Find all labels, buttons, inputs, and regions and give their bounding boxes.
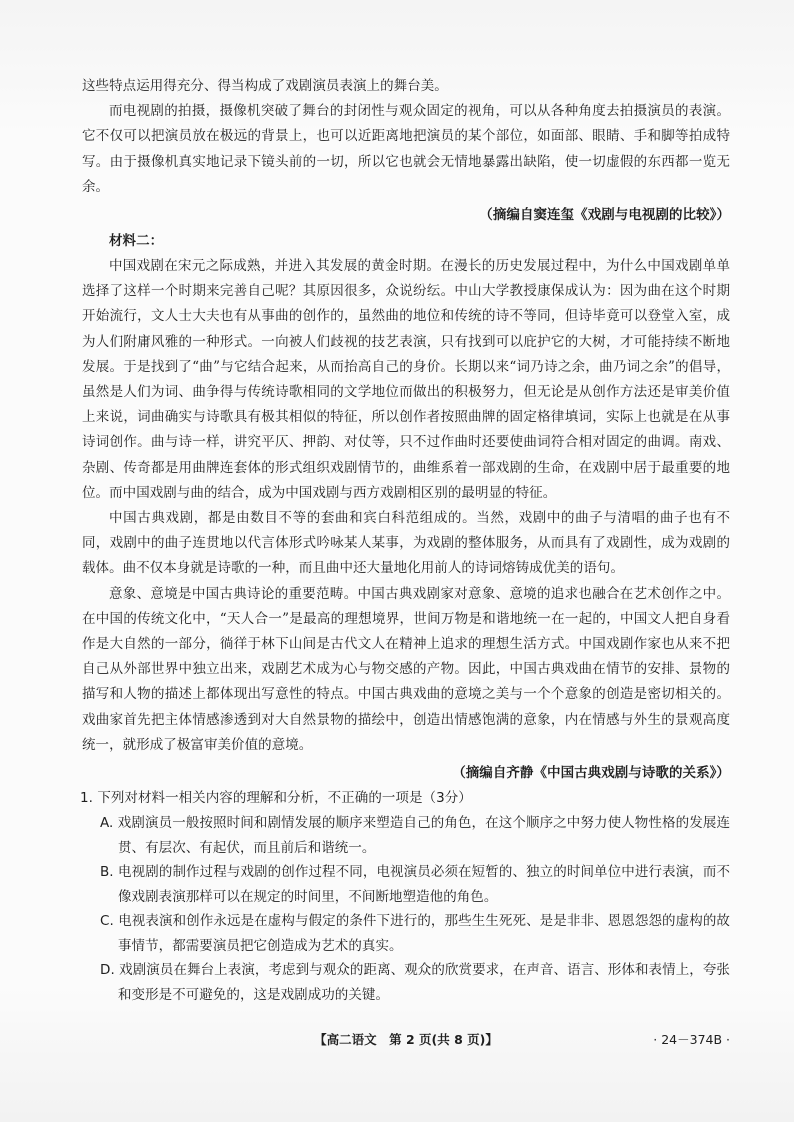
question-1 xyxy=(82,786,730,1007)
option-c: C. 电视表演和创作永远是在虚构与假定的条件下进行的，那些生生死死、是是非非、恩恩怨怨的虚构的故事情节，都需要演员把它创造成为艺术的真实。 xyxy=(100,913,730,954)
material-2-title: 材料二： xyxy=(109,233,164,250)
source-citation-2: （摘编自齐静《中国古典戏剧与诗歌的关系》） xyxy=(452,765,730,782)
footer-exam-code: · 24－374B · xyxy=(653,1032,730,1047)
paragraph-m2-1: 中国戏剧在宋元之际成熟，并进入其发展的黄金时期。在漫长的历史发展过程中，为什么中国戏剧单单选择了这样一个时期来完善自己呢？其原因很多，众说纷纭。中山大学教授康保成认为：因为曲在这个时期开始流行，文人士大夫也有从事曲的创作的，虽然曲的地位和传统的诗不等同，但诗毕竟可以登堂入室，成为人们附庸风雅的一种形式。一向被人们歧视的技艺表演，只有找到可以庇护它的大树，才可能持续不断地发展。于是找到了“曲”与它结合起来，从而抬高自己的身价。长期以来“词乃诗之余，曲乃词之余”的倡导，虽然是人们为词、曲争得与传统诗歌相同的文学地位而做出的积极努力，但无论是从创作方法还是审美价值上来说，词曲确实与诗歌具有极其相似的特征，所以创作者按照曲牌的固定格律填词，实际上也就是在从事诗词创作。曲与诗一样，讲究平仄、押韵、对仗等，只不过作曲时还要使曲词符合相对固定的曲调。南戏、杂剧、传奇都是用曲牌连套体的形式组织戏剧情节的，曲维系着一部戏剧的生命，在戏剧中居于最重要的地位。而中国戏剧与曲的结合，成为中国戏剧与西方戏剧相区别的最明显的特征。 xyxy=(82,258,730,501)
paragraph-tv-filming: 而电视剧的拍摄，摄像机突破了舞台的封闭性与观众固定的视角，可以从各种角度去拍摄演员的表演。它不仅可以把演员放在极远的背景上，也可以近距离地把演员的某个部位，如面部、眼睛、手和脚等拍成特写。由于摄像机真实地记录下镜头前的一切，所以它也就会无情地暴露出缺陷，使一切虚假的东西都一览无余。 xyxy=(82,103,730,195)
option-d: D. 戏剧演员在舞台上表演，考虑到与观众的距离、观众的欣赏要求，在声音、语言、形体和表情上，夸张和变形是不可避免的，这是戏剧成功的关键。 xyxy=(100,962,730,1003)
footer-page-info: 【高二语文 第 2 页(共 8 页)】 xyxy=(314,1032,498,1047)
page-footer xyxy=(82,1030,730,1052)
paragraph-m2-2: 中国古典戏剧，都是由数目不等的套曲和宾白科范组成的。当然，戏剧中的曲子与清唱的曲子也有不同，戏剧中的曲子连贯地以代言体形式吟咏某人某事，为戏剧的整体服务，从而具有了戏剧性，成为戏剧的载体。曲不仅本身就是诗歌的一种，而且曲中还大量地化用前人的诗词熔铸成优美的语句。 xyxy=(82,510,730,577)
option-a: A. 戏剧演员一般按照时间和剧情发展的顺序来塑造自己的角色，在这个顺序之中努力使人物性格的发展连贯、有层次、有起伏，而且前后和谐统一。 xyxy=(100,815,730,856)
question-stem: 1. 下列对材料一相关内容的理解和分析，不正确的一项是（3分） xyxy=(80,790,472,807)
paragraph-m2-3: 意象、意境是中国古典诗论的重要范畴。中国古典戏剧家对意象、意境的追求也融合在艺术创作之中。在中国的传统文化中，“天人合一”是最高的理想境界，世间万物是和谐地统一在一起的，中国文人把自身看作是大自然的一部分，徜徉于林下山间是古代文人在精神上追求的理想生活方式。中国戏剧作家也从来不把自己从外部世界中独立出来，戏剧艺术成为心与物交感的产物。因此，中国古典戏曲在情节的安排、景物的描写和人物的描述上都体现出写意性的特点。中国古典戏曲的意境之美与一个个意象的创造是密切相关的。戏曲家首先把主体情感渗透到对大自然景物的描绘中，创造出情感饱满的意象，内在情感与外生的景观高度统一，就形成了极富审美价值的意境。 xyxy=(82,585,730,753)
source-citation-1: （摘编自窦连玺《戏剧与电视剧的比较》） xyxy=(479,207,730,224)
paragraph-continuation: 这些特点运用得充分、得当构成了戏剧演员表演上的舞台美。 xyxy=(82,78,448,94)
page-content xyxy=(82,74,730,1007)
option-b: B. 电视剧的制作过程与戏剧的创作过程不同，电视演员必须在短暂的、独立的时间单位中进行表演，而不像戏剧表演那样可以在规定的时间里，不间断地塑造他的角色。 xyxy=(100,864,730,905)
